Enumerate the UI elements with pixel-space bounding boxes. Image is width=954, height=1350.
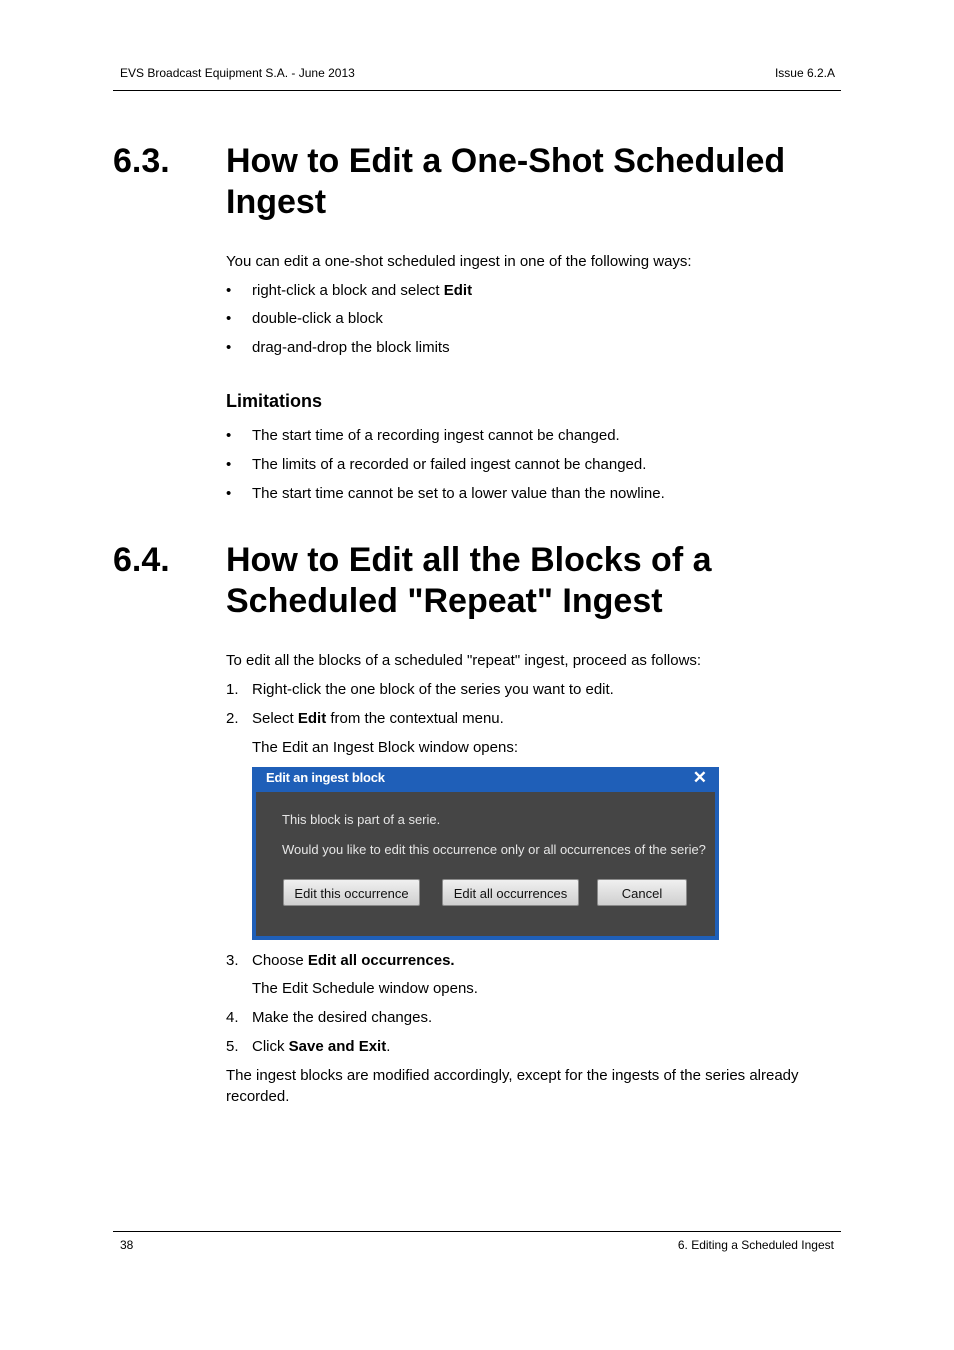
section-title: How to Edit all the Blocks of a Scheduled "Repeat" Ingest: [226, 541, 712, 620]
list-item: The start time of a recording ingest cannot be changed.: [252, 427, 620, 444]
step-text: Select Edit from the contextual menu.: [252, 710, 504, 727]
conclusion-paragraph: The ingest blocks are modified accordingly, except for the ingests of the series already recorded.: [226, 1067, 799, 1105]
footer-chapter: 6. Editing a Scheduled Ingest: [677, 1238, 834, 1252]
bullet-marker: •: [226, 456, 232, 473]
edit-all-occurrences-button[interactable]: Edit all occurrences: [442, 879, 579, 906]
step-number: 4.: [226, 1009, 239, 1026]
bullet-marker: •: [226, 282, 232, 299]
step-number: 1.: [226, 681, 239, 698]
edit-ingest-block-dialog: [252, 767, 719, 940]
step-text: Click Save and Exit.: [252, 1038, 391, 1055]
bullet-marker: •: [226, 427, 232, 444]
dialog-body: [256, 792, 715, 936]
step-number: 3.: [226, 952, 239, 969]
step-note: The Edit Schedule window opens.: [252, 980, 478, 997]
step-number: 5.: [226, 1038, 239, 1055]
footer-rule: [113, 1231, 841, 1232]
step-text: Right-click the one block of the series you want to edit.: [252, 681, 614, 698]
section-title: How to Edit a One-Shot Scheduled Ingest: [226, 142, 786, 221]
close-icon[interactable]: ✕: [692, 768, 707, 787]
list-item: double-click a block: [252, 310, 383, 327]
section-number: 6.3.: [113, 142, 170, 180]
header-left: EVS Broadcast Equipment S.A. - June 2013: [120, 66, 355, 80]
paragraph: You can edit a one-shot scheduled ingest in one of the following ways:: [226, 253, 692, 270]
step-note: The Edit an Ingest Block window opens:: [252, 739, 518, 756]
limitations-heading: Limitations: [226, 391, 323, 411]
dialog-title: Edit an ingest block: [266, 770, 385, 785]
header-issue: Issue 6.2.A: [774, 66, 835, 80]
bullet-marker: •: [226, 339, 232, 356]
page-number: 38: [120, 1238, 134, 1252]
bullet-marker: •: [226, 485, 232, 502]
list-item: The limits of a recorded or failed ingest cannot be changed.: [252, 456, 647, 473]
header-rule: [113, 90, 841, 91]
list-item: right-click a block and select Edit: [252, 282, 473, 299]
section-number: 6.4.: [113, 541, 170, 579]
bullet-marker: •: [226, 310, 232, 327]
paragraph: To edit all the blocks of a scheduled "repeat" ingest, proceed as follows:: [226, 652, 702, 669]
dialog-message: This block is part of a serie.: [282, 812, 441, 827]
cancel-button[interactable]: Cancel: [597, 879, 687, 906]
list-item: drag-and-drop the block limits: [252, 339, 450, 356]
list-item: The start time cannot be set to a lower value than the nowline.: [252, 485, 665, 502]
step-text: Choose Edit all occurrences.: [252, 952, 455, 969]
step-text: Make the desired changes.: [252, 1009, 433, 1026]
step-number: 2.: [226, 710, 239, 727]
dialog-question: Would you like to edit this occurrence only or all occurrences of the serie?: [282, 842, 706, 857]
edit-this-occurrence-button[interactable]: Edit this occurrence: [283, 879, 420, 906]
